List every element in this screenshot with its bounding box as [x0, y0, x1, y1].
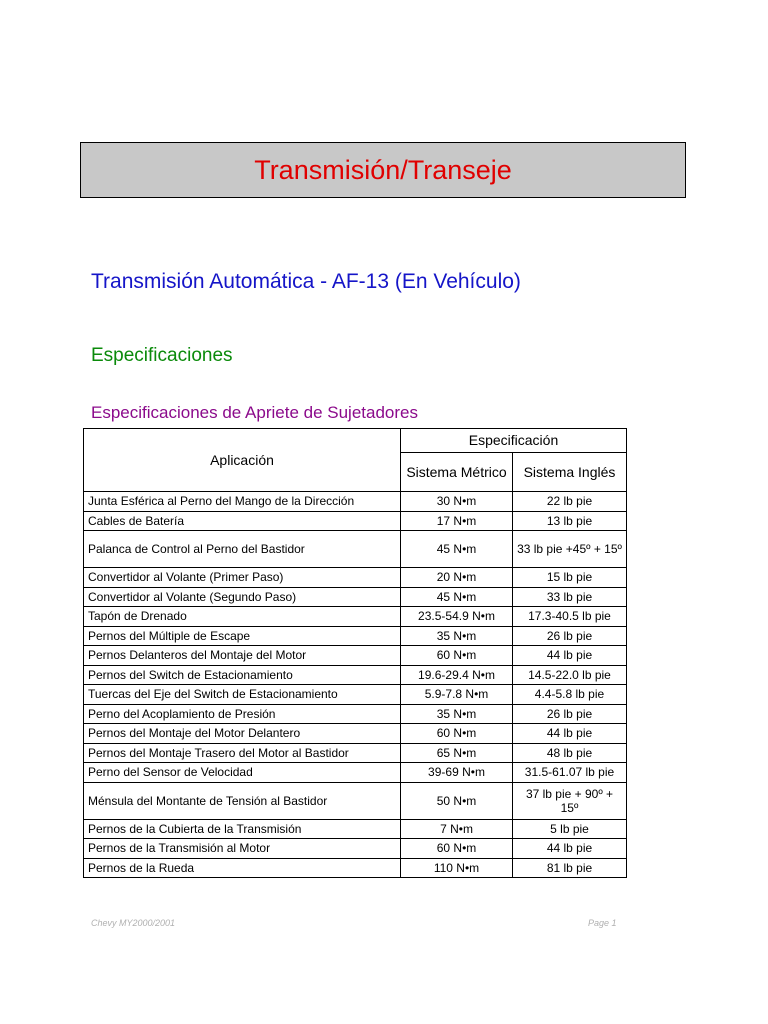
english-cell: 17.3-40.5 lb pie — [513, 607, 627, 627]
english-cell: 33 lb pie — [513, 587, 627, 607]
english-cell: 15 lb pie — [513, 568, 627, 588]
table-row — [84, 587, 627, 607]
title-banner — [80, 142, 686, 198]
metric-cell: 5.9-7.8 N•m — [401, 685, 513, 705]
metric-cell: 60 N•m — [401, 646, 513, 666]
english-cell: 37 lb pie + 90º + 15º — [513, 782, 627, 819]
table-row — [84, 763, 627, 783]
metric-cell: 45 N•m — [401, 587, 513, 607]
metric-cell: 19.6-29.4 N•m — [401, 665, 513, 685]
english-cell: 22 lb pie — [513, 492, 627, 512]
application-cell: Pernos del Múltiple de Escape — [84, 626, 401, 646]
table-row — [84, 685, 627, 705]
english-cell: 48 lb pie — [513, 743, 627, 763]
metric-cell: 30 N•m — [401, 492, 513, 512]
english-cell: 13 lb pie — [513, 511, 627, 531]
english-cell: 81 lb pie — [513, 858, 627, 878]
table-row — [84, 858, 627, 878]
table-body — [84, 492, 627, 878]
metric-cell: 7 N•m — [401, 819, 513, 839]
metric-cell: 60 N•m — [401, 724, 513, 744]
application-cell: Pernos de la Transmisión al Motor — [84, 839, 401, 859]
application-cell: Pernos del Montaje del Motor Delantero — [84, 724, 401, 744]
metric-cell: 60 N•m — [401, 839, 513, 859]
application-cell: Palanca de Control al Perno del Bastidor — [84, 531, 401, 568]
metric-cell: 20 N•m — [401, 568, 513, 588]
table-row — [84, 492, 627, 512]
footer-page-number: Page 1 — [588, 918, 617, 928]
application-cell: Cables de Batería — [84, 511, 401, 531]
application-cell: Pernos Delanteros del Montaje del Motor — [84, 646, 401, 666]
page-title: Transmisión/Transeje — [254, 154, 512, 185]
header-english: Sistema Inglés — [513, 453, 627, 492]
table-row — [84, 511, 627, 531]
metric-cell: 50 N•m — [401, 782, 513, 819]
application-cell: Pernos del Montaje Trasero del Motor al Bastidor — [84, 743, 401, 763]
application-cell: Tapón de Drenado — [84, 607, 401, 627]
metric-cell: 35 N•m — [401, 704, 513, 724]
table-row — [84, 568, 627, 588]
english-cell: 33 lb pie +45º + 15º — [513, 531, 627, 568]
table-row — [84, 782, 627, 819]
metric-cell: 65 N•m — [401, 743, 513, 763]
english-cell: 44 lb pie — [513, 839, 627, 859]
header-application: Aplicación — [84, 429, 401, 492]
english-cell: 14.5-22.0 lb pie — [513, 665, 627, 685]
table-row — [84, 743, 627, 763]
application-cell: Perno del Sensor de Velocidad — [84, 763, 401, 783]
table-row — [84, 819, 627, 839]
header-specification: Especificación — [401, 429, 627, 453]
header-metric: Sistema Métrico — [401, 453, 513, 492]
application-cell: Pernos de la Cubierta de la Transmisión — [84, 819, 401, 839]
table-row — [84, 704, 627, 724]
section-title: Transmisión Automática - AF-13 (En Vehículo) — [91, 270, 521, 293]
english-cell: 44 lb pie — [513, 724, 627, 744]
application-cell: Pernos del Switch de Estacionamiento — [84, 665, 401, 685]
table-row — [84, 839, 627, 859]
table-row — [84, 646, 627, 666]
application-cell: Ménsula del Montante de Tensión al Bastidor — [84, 782, 401, 819]
english-cell: 44 lb pie — [513, 646, 627, 666]
table-row — [84, 626, 627, 646]
application-cell: Convertidor al Volante (Primer Paso) — [84, 568, 401, 588]
metric-cell: 17 N•m — [401, 511, 513, 531]
table-title: Especificaciones de Apriete de Sujetadores — [91, 403, 418, 422]
torque-spec-table — [83, 428, 627, 878]
english-cell: 26 lb pie — [513, 704, 627, 724]
metric-cell: 23.5-54.9 N•m — [401, 607, 513, 627]
english-cell: 31.5-61.07 lb pie — [513, 763, 627, 783]
table-row — [84, 665, 627, 685]
metric-cell: 35 N•m — [401, 626, 513, 646]
table-row — [84, 607, 627, 627]
application-cell: Pernos de la Rueda — [84, 858, 401, 878]
metric-cell: 39-69 N•m — [401, 763, 513, 783]
table-row — [84, 724, 627, 744]
subsection-title: Especificaciones — [91, 345, 233, 366]
english-cell: 4.4-5.8 lb pie — [513, 685, 627, 705]
application-cell: Convertidor al Volante (Segundo Paso) — [84, 587, 401, 607]
table-row — [84, 531, 627, 568]
english-cell: 5 lb pie — [513, 819, 627, 839]
application-cell: Perno del Acoplamiento de Presión — [84, 704, 401, 724]
application-cell: Tuercas del Eje del Switch de Estacionamiento — [84, 685, 401, 705]
metric-cell: 45 N•m — [401, 531, 513, 568]
metric-cell: 110 N•m — [401, 858, 513, 878]
application-cell: Junta Esférica al Perno del Mango de la Dirección — [84, 492, 401, 512]
footer-model: Chevy MY2000/2001 — [91, 918, 176, 928]
english-cell: 26 lb pie — [513, 626, 627, 646]
